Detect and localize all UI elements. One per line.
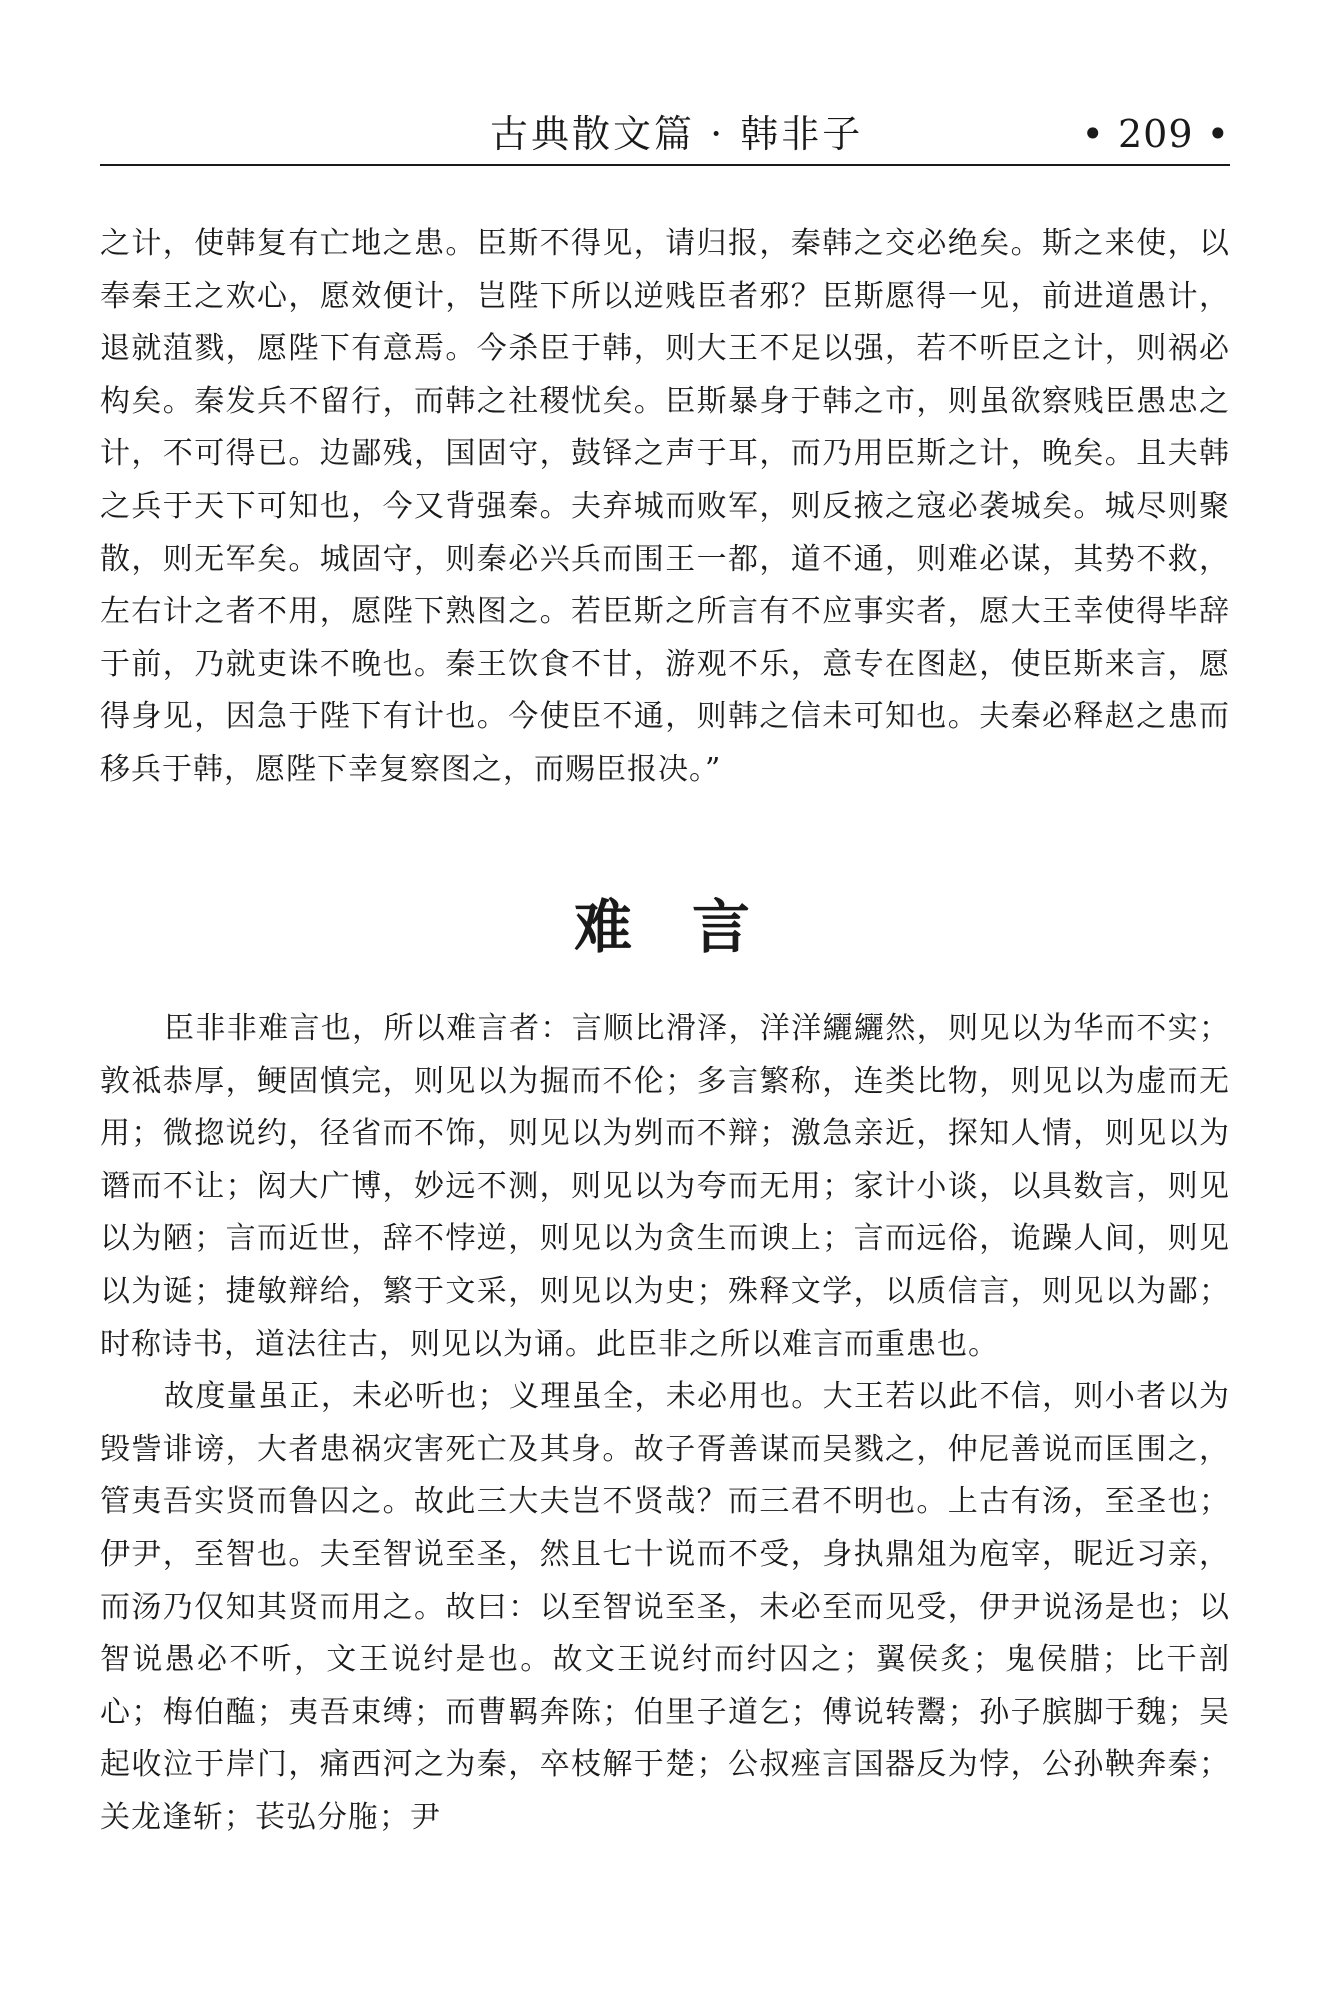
continued-paragraph: 之计，使韩复有亡地之患。臣斯不得见，请归报，秦韩之交必绝矣。斯之来使，以奉秦王之欢心，愿效便计，岂陛下所以逆贱臣者邪？臣斯愿得一见，前进道愚计，退就菹戮，愿陛下有意焉。今杀臣于韩，则大王不足以强，若不听臣之计，则祸必构矣。秦发兵不留行，而韩之社稷忧矣。臣斯暴身于韩之市，则虽欲察贱臣愚忠之计，不可得已。边鄙残，国固守，鼓铎之声于耳，而乃用臣斯之计，晚矣。且夫韩之兵于天下可知也，今又背强秦。夫弃城而败军，则反掖之寇必袭城矣。城尽则聚散，则无军矣。城固守，则秦必兴兵而围王一都，道不通，则难必谋，其势不救，左右计之者不用，愿陛下熟图之。若臣斯之所言有不应事实者，愿大王幸使得毕辞于前，乃就吏诛不晚也。秦王饮食不甘，游观不乐，意专在图赵，使臣斯来言，愿得身见，因急于陛下有计也。今使臣不通，则韩之信未可知也。夫秦必释赵之患而移兵于韩，愿陛下幸复察图之，而赐臣报决。” [100, 226, 1230, 787]
running-header [100, 108, 1230, 166]
section-paragraph-2: 故度量虽正，未必听也；义理虽全，未必用也。大王若以此不信，则小者以为毁訾诽谤，大者患祸灾害死亡及其身。故子胥善谋而吴戮之，仲尼善说而匡围之，管夷吾实贤而鲁囚之。故此三大夫岂不贤哉？而三君不明也。上古有汤，至圣也；伊尹，至智也。夫至智说至圣，然且七十说而不受，身执鼎俎为庖宰，昵近习亲，而汤乃仅知其贤而用之。故曰：以至智说至圣，未必至而见受，伊尹说汤是也；以智说愚必不听，文王说纣是也。故文王说纣而纣囚之；翼侯炙；鬼侯腊；比干剖心；梅伯醢；夷吾束缚；而曹羁奔陈；伯里子道乞；傅说转鬻；孙子膑脚于魏；吴起收泣于岸门，痛西河之为秦，卒枝解于楚；公叔痤言国器反为悖，公孙鞅奔秦；关龙逢斩；苌弘分胣；尹 [100, 1379, 1230, 1835]
section-title [0, 887, 1324, 967]
section-paragraph-1: 臣非非难言也，所以难言者：言顺比滑泽，洋洋纚纚然，则见以为华而不实；敦祗恭厚，鲠固慎完，则见以为掘而不伦；多言繁称，连类比物，则见以为虚而无用；微㧾说约，径省而不饰，则见以为刿而不辩；激急亲近，探知人情，则见以为谮而不让；闳大广博，妙远不测，则见以为夸而无用；家计小谈，以具数言，则见以为陋；言而近世，辞不悖逆，则见以为贪生而谀上；言而远俗，诡躁人间，则见以为诞；捷敏辩给，繁于文采，则见以为史；殊释文学，以质信言，则见以为鄙；时称诗书，道法往古，则见以为诵。此臣非之所以难言而重患也。 [100, 1011, 1230, 1362]
section-body [100, 1003, 1230, 1845]
page-number: • 209 • [1081, 112, 1230, 156]
continued-text-block [100, 218, 1230, 797]
section-title-text: 难言 [573, 893, 810, 961]
running-header-title: 古典散文篇 · 韩非子 [490, 112, 864, 156]
